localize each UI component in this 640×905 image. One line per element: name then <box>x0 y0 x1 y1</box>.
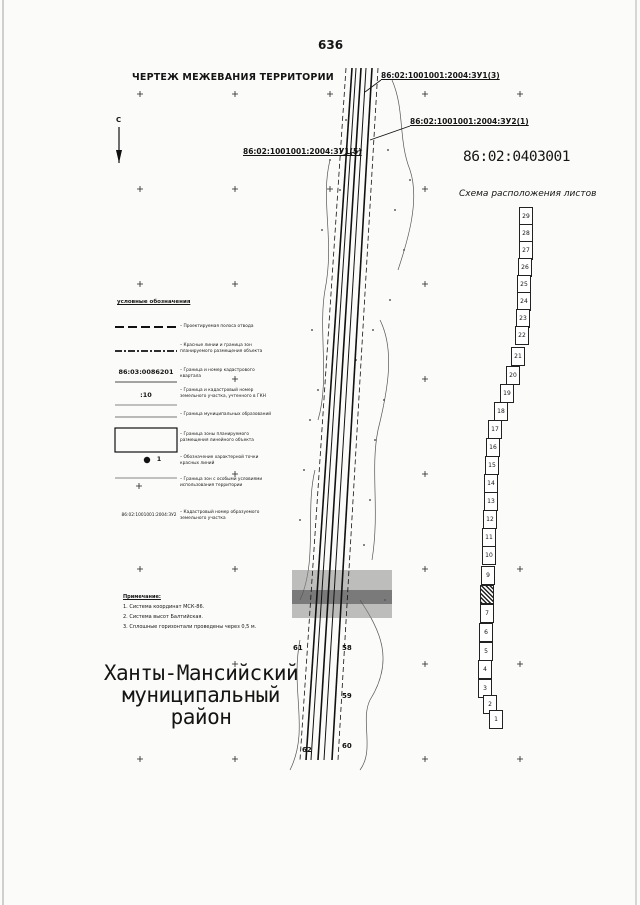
legend-item-characteristic-point: – Обозначение характерной точки красных линий <box>180 455 259 466</box>
legend-item-registered-parcel: – Граница и кадастровый номер земельного участка, учтенного в ГКН <box>180 388 266 399</box>
legend-sample-quarter: 86:03:0086201 <box>118 368 174 376</box>
sheet-cell: 10 <box>482 546 496 565</box>
notes-block <box>123 592 293 632</box>
legend-item-special-zones: – Граница зон с особыми условиями использования территории <box>180 477 263 488</box>
sheet-cell: 29 <box>519 207 533 226</box>
sheet-cell: 4 <box>478 660 492 679</box>
north-label: С <box>116 116 122 124</box>
sheet-cell: 25 <box>517 275 531 294</box>
sheet-cell: 22 <box>515 326 529 345</box>
sheet-cell-current <box>480 585 494 604</box>
sheet-cell: 23 <box>516 309 530 328</box>
sheet-cell: 13 <box>484 492 498 511</box>
sheet-cell: 24 <box>517 292 531 311</box>
sheet-cell: 17 <box>488 420 502 439</box>
note-item: 3. Сплошные горизонтали проведены через 0,5 м. <box>123 624 257 630</box>
region-label-line-2: муниципальный район <box>122 683 280 729</box>
sheet-cell: 6 <box>479 623 493 642</box>
sheet-layout-title: Схема расположения листов <box>459 189 597 199</box>
legend-symbols <box>115 327 177 489</box>
legend-sample-parcel: :10 <box>140 391 152 399</box>
sheet-cell: 7 <box>480 604 494 623</box>
sheet-cell: 1 <box>489 710 503 729</box>
legend-title: условные обозначения <box>117 299 191 305</box>
sheet-cell: 28 <box>519 224 533 243</box>
legend-item-new-parcel-number: – Кадастровый номер образуемого земельного участка <box>180 510 260 521</box>
legend-item-right-of-way: – Проектируемая полоса отвода <box>180 324 254 329</box>
point-label-59: 59 <box>342 692 352 700</box>
point-label-58: 58 <box>342 644 352 652</box>
sheet-cell: 19 <box>500 384 514 403</box>
sheet-cell: 14 <box>484 474 498 493</box>
page-number: 636 <box>318 38 344 52</box>
legend-item-placement-zone: – Граница зоны планируемого размещения линейного объекта <box>180 432 254 443</box>
note-item: 2. Система высот Балтийская. <box>123 614 203 620</box>
note-item: 1. Система координат МСК-86. <box>123 604 205 610</box>
sheet-cell: 16 <box>486 438 500 457</box>
legend-sample-cadastral: 86:02:1001001:2004:ЗУ2 <box>121 513 177 518</box>
point-label-62: 62 <box>302 746 312 754</box>
sheet-cell: 15 <box>485 456 499 475</box>
parcel-label-zu1-5: 86:02:1001001:2004:ЗУ1(5) <box>243 147 362 156</box>
sheet-cell: 11 <box>482 528 496 547</box>
sheet-cell: 2 <box>483 695 497 714</box>
sheet-cell: 3 <box>478 679 492 698</box>
sheet-cell: 20 <box>506 366 520 385</box>
region-label-line-1: Ханты-Мансийский <box>103 661 299 685</box>
sheet-cell: 5 <box>479 642 493 661</box>
parcel-label-zu2-1: 86:02:1001001:2004:ЗУ2(1) <box>410 117 529 126</box>
region-label <box>96 662 306 728</box>
legend-item-municipal-boundary: – Граница муниципальных образований <box>180 412 272 417</box>
sheet-cell: 26 <box>518 258 532 277</box>
cadastral-quarter-number: 86:02:0403001 <box>463 149 570 165</box>
parcel-label-zu1-3: 86:02:1001001:2004:ЗУ1(3) <box>381 71 500 80</box>
north-arrow-icon <box>116 127 122 163</box>
sheet-cell: 12 <box>483 510 497 529</box>
drawing-title: ЧЕРТЕЖ МЕЖЕВАНИЯ ТЕРРИТОРИИ <box>132 72 334 83</box>
point-label-61: 61 <box>293 644 303 652</box>
sheet-cell: 9 <box>481 566 495 585</box>
point-label-60: 60 <box>342 742 352 750</box>
legend-item-quarter-boundary: – Граница и номер кадастрового квартала <box>180 368 255 379</box>
legend-item-red-lines: – Красные линии и граница зон планируемого размещения объекта <box>180 343 263 354</box>
sheet-cell: 27 <box>519 241 533 260</box>
legend-sample-point: 1 <box>156 455 162 463</box>
sheet-cell: 18 <box>494 402 508 421</box>
notes-title: Примечание: <box>123 594 161 600</box>
sheet-cell: 21 <box>511 347 525 366</box>
